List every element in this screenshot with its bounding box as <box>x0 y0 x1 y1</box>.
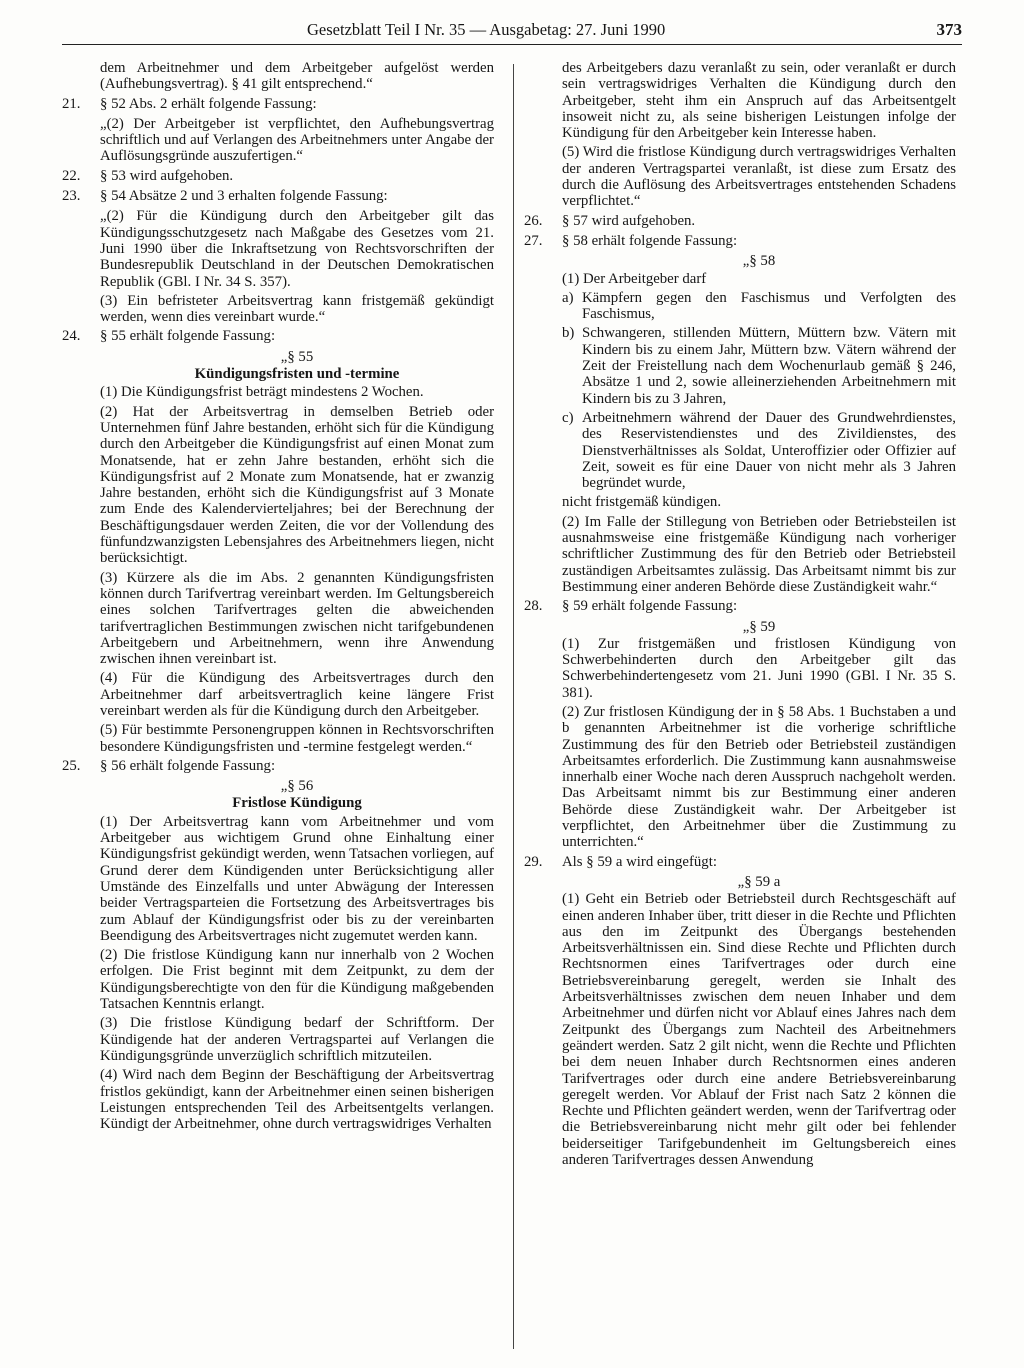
item-number: 27. <box>524 232 543 249</box>
item-number: 26. <box>524 212 543 229</box>
amendment-28 <box>524 598 956 614</box>
list-letter: b) <box>562 325 575 342</box>
item-number: 22. <box>62 167 81 184</box>
item-intro: § 53 wird aufgehoben. <box>100 167 234 184</box>
quoted-paragraph: „(2) Für die Kündigung durch den Arbeitgeber gilt das Kündigungsschutzgesetz nach Maßgabe des Gesetzes vom 21. Juni 1990 über die Inkraftsetzung von Rechtsvorschriften der Bundesrepublik Deutschland in der Deutschen Demokratischen Republik (GBl. I Nr. 34 S. 357). <box>100 208 494 290</box>
page-number: 373 <box>936 20 962 39</box>
paragraph: (1) Zur fristgemäßen und fristlosen Kündigung von Schwerbehinderten durch den Arbeitgeber gilt das Schwerbehindertengesetz vom 21. Juni 1990 (GBl. I Nr. 35 S. 381). <box>562 635 956 701</box>
item-number: 25. <box>62 757 81 774</box>
section-number: „§ 59 <box>742 618 776 635</box>
amendment-24 <box>62 328 494 344</box>
paragraph: (1) Der Arbeitgeber darf <box>562 270 707 287</box>
paragraph: (2) Die fristlose Kündigung kann nur innerhalb von 2 Wochen erfolgen. Die Frist beginnt mit dem Zeitpunkt, zu dem der Kündigungsberechtigte von den für die Kündigung maßgebenden Tatsachen Kenntnis erlangt. <box>100 947 494 1013</box>
list-letter: a) <box>562 289 574 306</box>
item-intro: Als § 59 a wird eingefügt: <box>562 853 717 870</box>
quoted-paragraph: „(2) Der Arbeitgeber ist verpflichtet, den Aufhebungsvertrag schriftlich und auf Verlangen des Arbeitnehmers unter Angabe der Auflösungsgründe auszufertigen.“ <box>100 115 494 165</box>
list-letter: c) <box>562 409 574 426</box>
list-item-b <box>524 325 956 406</box>
right-column <box>524 60 956 1171</box>
list-item-c <box>524 410 956 491</box>
paragraph: (2) Hat der Arbeitsvertrag in demselben Betrieb oder Unternehmen fünf Jahre bestanden, erhöht sich für die Kündigung durch den Arbeitgeber die Kündigungsfrist auf einen Monat zum Monatsende, hat er zehn Jahre bestanden, erhöht sich die Kündigungsfrist auf 2 Monate zum Monatsende, hat er zwanzig Jahre bestanden, erhöht sich die Kündigungsfrist auf 3 Monate zum Ende des Kalendervierteljahres; bei der Berechnung der Beschäftigungsdauer werden Zeiten, die vor der Vollendung des fünfundzwanzigsten Lebensjahres des Arbeitnehmers liegen, nicht berücksichtigt. <box>100 403 494 567</box>
paragraph: (3) Kürzere als die im Abs. 2 genannten Kündigungsfristen können durch Tarifvertrag vereinbart werden. Im Geltungsbereich eines solchen Tarifvertrages gelten die abweichenden tarifvertraglichen Bestimmungen zwischen nicht tarifgebundenen Arbeitgebern und Arbeitnehmern, wenn ihre Anwendung zwischen ihnen vereinbart ist. <box>100 569 494 668</box>
amendment-25 <box>62 758 494 774</box>
left-column <box>62 60 494 1135</box>
column-rule <box>513 64 514 1349</box>
amendment-22 <box>62 168 494 184</box>
header-rule <box>62 44 962 45</box>
amendment-23 <box>62 188 494 204</box>
continued-paragraph: des Arbeitgebers dazu veranlaßt zu sein, oder veranlaßt er durch sein vertragswidriges Verhalten die Kündigung durch den Arbeitgeber, steht ihm ein Anspruch auf das Arbeitsentgelt insoweit nicht zu, als seine bisherigen Leistungen infolge der Kündigung für den Arbeitgeber kein Interesse haben. <box>562 60 956 142</box>
item-intro: § 58 erhält folgende Fassung: <box>562 232 738 249</box>
list-text: Schwangeren, stillenden Müttern, Müttern bzw. Vätern mit Kindern bis zu einem Jahr, Müttern bzw. Vätern während der Zeit der Freistellung nach dem Wochenurlaub gemäß § 246, Absätze 1 und 2, sowie alleinerziehenden Arbeitnehmern mit Kindern bis zu 3 Jahren, <box>582 325 956 407</box>
item-intro: § 56 erhält folgende Fassung: <box>100 757 276 774</box>
paragraph: (1) Geht ein Betrieb oder Betriebsteil durch Rechtsgeschäft auf einen anderen Inhaber über, tritt dieser in die Rechte und Pflichten aus den im Zeitpunkt des Übergangs bestehenden Arbeitsverhältnissen ein. Sind diese Rechte und Pflichten durch Rechtsnormen eines Tarifvertrages oder durch eine Betriebsvereinbarung geregelt, werden sie Inhalt des Arbeitsverhältnisses zwischen dem neuen Inhaber und dem Arbeitnehmer und dürfen nicht vor Ablauf eines Jahres nach dem Zeitpunkt des Übergangs zum Nachteil des Arbeitnehmers geändert werden. Satz 2 gilt nicht, wenn die Rechte und Pflichten bei dem neuen Inhaber durch Rechtsnormen eines anderen Tarifvertrages oder durch eine andere Betriebsvereinbarung geregelt werden. Vor Ablauf der Frist nach Satz 2 können die Rechte und Pflichten geändert werden, wenn der Tarifvertrag oder die Betriebsvereinbarung nicht mehr gilt oder bei fehlender beiderseitiger Tarifgebundenheit im Geltungsbereich eines anderen Tarifvertrages dessen Anwendung <box>562 891 956 1168</box>
paragraph: (3) Die fristlose Kündigung bedarf der Schriftform. Der Kündigende hat der anderen Vertragspartei auf Verlangen die Kündigungsgründe unverzüglich schriftlich mitzuteilen. <box>100 1015 494 1064</box>
item-intro: § 57 wird aufgehoben. <box>562 212 696 229</box>
amendment-27 <box>524 233 956 249</box>
section-number: „§ 55 <box>280 348 314 365</box>
continued-paragraph: dem Arbeitnehmer und dem Arbeitgeber aufgelöst werden (Aufhebungsvertrag). § 41 gilt entsprechend.“ <box>100 60 494 93</box>
list-text: Arbeitnehmern während der Dauer des Grundwehrdienstes, des Reservistendienstes und des Zivildienstes, des Dienstverhältnisses als Soldat, Unteroffizier oder Offizier auf Zeit, soweit es für eine Dauer von nicht mehr als 3 Jahren begründet wurde, <box>582 409 956 492</box>
paragraph: (5) Wird die fristlose Kündigung durch vertragswidriges Verhalten der anderen Vertragspartei veranlaßt, ist diese zum Ersatz des durch die Auflösung des Arbeitsvertrages entstehenden Schadens verpflichtet.“ <box>562 144 956 210</box>
section-number: „§ 59 a <box>737 873 781 890</box>
list-text: Kämpfern gegen den Faschismus und Verfolgten des Faschismus, <box>582 289 956 323</box>
list-item-a <box>524 290 956 323</box>
running-title: Gesetzblatt Teil I Nr. 35 — Ausgabetag: 27. Juni 1990 <box>307 20 666 39</box>
amendment-26 <box>524 213 956 229</box>
paragraph: nicht fristgemäß kündigen. <box>562 494 722 511</box>
paragraph: (1) Der Arbeitsvertrag kann vom Arbeitnehmer und vom Arbeitgeber aus wichtigem Grund ohne Einhaltung einer Kündigungsfrist gekündigt werden, wenn Tatsachen vorliegen, auf Grund derer dem Kündigenden unter Berücksichtigung aller Umstände des Einzelfalls und unter Abwägung der Interessen beider Vertragsparteien die Fortsetzung des Arbeitsvertrages bis zum Ablauf der Kündigungsfrist oder bis zu der vereinbarten Beendigung des Arbeitsvertrages nicht zugemutet werden kann. <box>100 813 494 944</box>
item-intro: § 54 Absätze 2 und 3 erhalten folgende Fassung: <box>100 188 388 205</box>
item-number: 21. <box>62 95 81 112</box>
amendment-29 <box>524 854 956 870</box>
paragraph: (2) Im Falle der Stillegung von Betrieben oder Betriebsteilen ist ausnahmsweise eine fristgemäße Kündigung nach vorheriger schriftlicher Zustimmung des für den Betrieb oder Betriebsteil zuständigen Arbeitsamtes zulässig. Das Arbeitsamt nimmt bis zur Bestimmung einer anderen Behörde diese Zuständigkeit wahr.“ <box>562 513 956 595</box>
item-intro: § 59 erhält folgende Fassung: <box>562 598 738 615</box>
section-number: „§ 56 <box>280 778 314 795</box>
paragraph: (4) Wird nach dem Beginn der Beschäftigung der Arbeitsvertrag fristlos gekündigt, kann der Arbeitnehmer einen seinen bisherigen Leistungen entsprechenden Teil des Arbeitsentgelts verlangen. Kündigt der Arbeitnehmer, ohne durch vertragswidriges Verhalten <box>100 1067 494 1133</box>
quoted-paragraph: (3) Ein befristeter Arbeitsvertrag kann fristgemäß gekündigt werden, wenn dies vereinbart wurde.“ <box>100 292 494 326</box>
item-number: 29. <box>524 853 543 870</box>
item-intro: § 55 erhält folgende Fassung: <box>100 328 276 345</box>
section-number: „§ 58 <box>742 253 776 270</box>
amendment-21 <box>62 96 494 112</box>
item-intro: § 52 Abs. 2 erhält folgende Fassung: <box>100 95 317 112</box>
item-number: 23. <box>62 188 81 205</box>
item-number: 28. <box>524 598 543 615</box>
paragraph: (5) Für bestimmte Personengruppen können in Rechtsvorschriften besondere Kündigungsfristen und -termine festgelegt werden.“ <box>100 722 494 755</box>
section-title: Kündigungsfristen und -termine <box>194 366 400 383</box>
paragraph: (1) Die Kündigungsfrist beträgt mindestens 2 Wochen. <box>100 384 424 401</box>
paragraph: (4) Für die Kündigung des Arbeitsvertrages durch den Arbeitnehmer darf arbeitsvertraglich keine längere Frist vereinbart werden als für die Kündigung durch den Arbeitgeber. <box>100 670 494 719</box>
section-title: Fristlose Kündigung <box>232 795 362 812</box>
page-header <box>62 20 962 46</box>
item-number: 24. <box>62 328 81 345</box>
paragraph: (2) Zur fristlosen Kündigung der in § 58 Abs. 1 Buchstaben a und b genannten Arbeitnehmer ist die vorherige schriftliche Zustimmung des für den Betrieb oder Betriebsteil zuständigen Arbeitsamtes erforderlich. Die Zustimmung kann ausnahmsweise innerhalb einer Woche nach deren Ausspruch nachgeholt werden. Das Arbeitsamt nimmt bis zur Bestimmung einer anderen Behörde diese Zuständigkeit wahr. Der Arbeitgeber ist verpflichtet, den Arbeitnehmer über die Zustimmung zu unterrichten.“ <box>562 703 956 851</box>
